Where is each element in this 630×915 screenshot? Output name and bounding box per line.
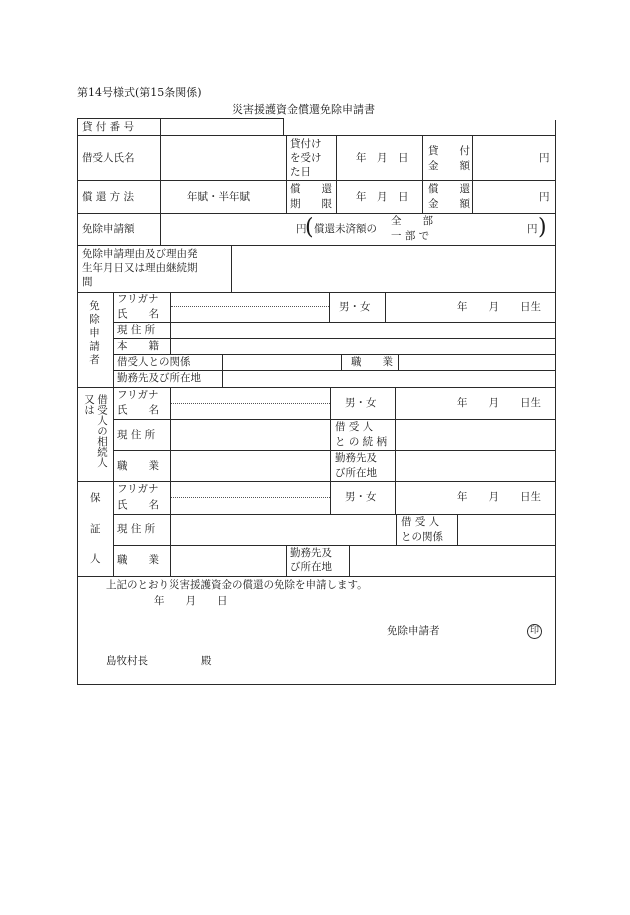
repayment-amount-label: 償 還 <box>428 183 470 195</box>
guarantor-occupation-label: 職 業 <box>117 554 159 566</box>
heir-group-label: 借受人の相続人又は <box>83 394 108 468</box>
guarantor-birth[interactable]: 年 月 日生 <box>457 491 541 503</box>
guarantor-relation-label: 借 受 人 <box>401 516 440 528</box>
reason-label: 間 <box>82 276 93 288</box>
loan-date-label: を受け <box>290 152 322 164</box>
rule <box>77 213 556 214</box>
repayment-deadline-field[interactable]: 年 月 日 <box>356 191 409 203</box>
rule <box>113 292 114 387</box>
rule <box>113 370 556 371</box>
guarantor-address-label: 現 住 所 <box>117 523 156 535</box>
rule <box>77 180 556 181</box>
rule <box>398 354 399 370</box>
rule <box>231 245 232 292</box>
rule <box>170 292 171 354</box>
exemption-amount-label: 免除申請額 <box>82 223 135 235</box>
rule <box>283 118 284 136</box>
rule <box>472 135 473 213</box>
reason-label: 免除申請理由及び理由発 <box>82 248 198 260</box>
heir-relation-label: 借 受 人 <box>335 421 374 433</box>
rule <box>349 545 350 576</box>
heir-occupation-label: 職 業 <box>117 460 159 472</box>
all-label: 全 部 <box>391 215 433 227</box>
form-number: 第14号様式(第15条関係) <box>77 86 202 99</box>
guarantor-label: 人 <box>90 553 101 565</box>
heir-workplace-label: 勤務先及 <box>335 452 377 464</box>
loan-date-label: 貸付け <box>290 138 322 150</box>
rule <box>160 213 161 245</box>
rule <box>160 118 161 213</box>
applicant-address-label: 現 住 所 <box>117 324 156 336</box>
rule <box>286 545 287 576</box>
rule <box>77 576 556 577</box>
rule <box>286 135 287 213</box>
rule <box>385 292 386 322</box>
rule <box>77 118 283 119</box>
guarantor-label: 証 <box>90 523 101 535</box>
rule <box>113 322 556 323</box>
application-date[interactable]: 年 月 日 <box>154 595 228 607</box>
rule <box>113 419 556 420</box>
loan-number-label: 貸 付 番 号 <box>82 121 135 133</box>
heir-relation-label: と の 続 柄 <box>335 436 388 448</box>
furigana-divider <box>171 306 329 307</box>
rule <box>330 387 331 481</box>
loan-amount-label: 貸 付 <box>428 145 470 157</box>
guarantor-gender[interactable]: 男・女 <box>345 491 377 503</box>
heir-furigana-label: フリガナ <box>117 389 159 401</box>
rule <box>329 292 330 322</box>
footer-applicant-label: 免除申請者 <box>387 625 440 637</box>
furigana-divider <box>171 497 330 498</box>
applicant-domicile-label: 本 籍 <box>117 340 159 352</box>
loan-date-label: た日 <box>290 166 311 178</box>
applicant-group-label: 免除申請者 <box>88 300 100 368</box>
guarantor-workplace-label: び所在地 <box>290 561 332 573</box>
repayment-deadline-label: 期 限 <box>290 198 332 210</box>
rule <box>113 387 114 481</box>
reason-label: 生年月日又は理由継続期 <box>82 262 198 274</box>
heir-name-label: 氏 名 <box>117 404 159 416</box>
guarantor-relation-label: との関係 <box>401 531 443 543</box>
applicant-gender[interactable]: 男・女 <box>339 301 371 313</box>
rule <box>396 514 397 545</box>
rule <box>77 135 160 136</box>
honorific: 殿 <box>201 655 212 667</box>
applicant-occupation-label: 職 業 <box>351 356 393 368</box>
seal-icon: 印 <box>527 624 542 639</box>
applicant-furigana-label: フリガナ <box>117 293 159 305</box>
part-label: 一 部 で <box>391 230 430 242</box>
applicant-relation-label: 借受人との関係 <box>117 356 191 368</box>
rule <box>283 135 556 136</box>
heir-gender[interactable]: 男・女 <box>345 397 377 409</box>
rule <box>113 545 556 546</box>
rule <box>113 514 556 515</box>
applicant-name-label: 氏 名 <box>117 308 159 320</box>
rule <box>422 135 423 213</box>
rule <box>336 135 337 213</box>
rule <box>113 354 556 355</box>
rule <box>170 387 171 481</box>
rule <box>330 481 331 514</box>
rule <box>395 387 396 481</box>
rule <box>160 135 283 136</box>
repayment-amount-yen: 円 <box>539 191 550 203</box>
rule <box>222 354 223 387</box>
applicant-workplace-label: 勤務先及び所在地 <box>117 372 201 384</box>
rule <box>395 481 396 514</box>
rule <box>457 514 458 545</box>
heir-workplace-label: び所在地 <box>335 467 377 479</box>
rule <box>77 387 556 388</box>
form-title: 災害援護資金償還免除申請書 <box>232 103 375 116</box>
exemption-amount-yen: 円 <box>296 223 307 235</box>
repayment-amount-label: 金 額 <box>428 198 470 210</box>
application-statement: 上記のとおり災害援護資金の償還の免除を申請します。 <box>106 579 368 591</box>
rule <box>113 450 556 451</box>
rule <box>341 354 342 370</box>
rule <box>113 338 556 339</box>
guarantor-name-label: 氏 名 <box>117 499 159 511</box>
loan-amount-label: 金 額 <box>428 160 470 172</box>
loan-date-field[interactable]: 年 月 日 <box>356 152 409 164</box>
guarantor-workplace-label: 勤務先及 <box>290 547 332 559</box>
heir-address-label: 現 住 所 <box>117 429 156 441</box>
furigana-divider <box>171 403 330 404</box>
rule <box>77 245 556 246</box>
borrower-name-label: 借受人氏名 <box>82 152 135 164</box>
rule <box>170 481 171 576</box>
left-brace: ( <box>305 215 314 240</box>
right-brace: ) <box>538 215 547 240</box>
repayment-deadline-label: 償 還 <box>290 183 332 195</box>
heir-birth[interactable]: 年 月 日生 <box>457 397 541 409</box>
unpaid-label: 償還未済額の <box>314 223 377 235</box>
exemption-yen: 円 <box>527 223 538 235</box>
repayment-method-value[interactable]: 年賦・半年賦 <box>187 191 250 203</box>
applicant-birth[interactable]: 年 月 日生 <box>457 301 541 313</box>
addressee: 島牧村長 <box>106 655 148 667</box>
repayment-method-label: 償 還 方 法 <box>82 191 135 203</box>
guarantor-label: 保 <box>90 492 101 504</box>
guarantor-furigana-label: フリガナ <box>117 483 159 495</box>
loan-amount-yen: 円 <box>539 152 550 164</box>
rule <box>113 481 114 576</box>
rule <box>77 481 556 482</box>
